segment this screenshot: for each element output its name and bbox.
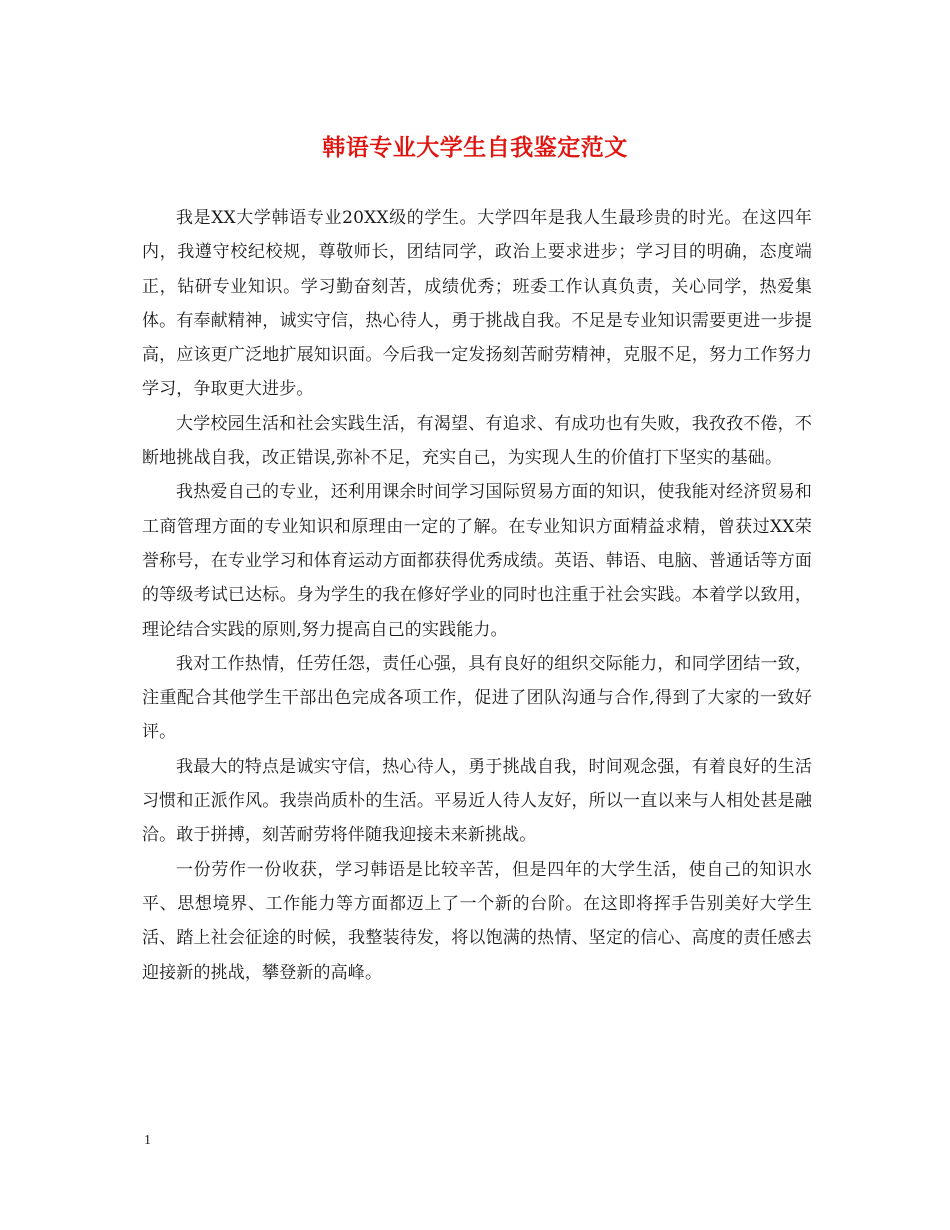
document-body (142, 201, 812, 990)
paragraph-6: 一份劳作一份收获，学习韩语是比较辛苦，但是四年的大学生活，使自己的知识水平、思想境界、工作能力等方面都迈上了一个新的台阶。在这即将挥手告别美好大学生活、踏上社会征途的时候，我整装待发，将以饱满的热情、坚定的信心、高度的责任感去迎接新的挑战，攀登新的高峰。 (142, 859, 812, 983)
paragraph-1: 我是XX大学韩语专业20XX级的学生。大学四年是我人生最珍贵的时光。在这四年内，我遵守校纪校规，尊敬师长，团结同学，政治上要求进步；学习目的明确，态度端正，钻研专业知识。学习勤奋刻苦，成绩优秀；班委工作认真负责，关心同学，热爱集体。有奉献精神，诚实守信，热心待人，勇于挑战自我。不足是专业知识需要更进一步提高，应该更广泛地扩展知识面。今后我一定发扬刻苦耐劳精神，克服不足，努力工作努力学习，争取更大进步。 (142, 208, 812, 400)
paragraph-2: 大学校园生活和社会实践生活，有渴望、有追求、有成功也有失败，我孜孜不倦，不断地挑战自我，改正错误,弥补不足，充实自己，为实现人生的价值打下坚实的基础。 (142, 413, 812, 469)
paragraph-4: 我对工作热情，任劳任怨，责任心强，具有良好的组织交际能力，和同学团结一致，注重配合其他学生干部出色完成各项工作，促进了团队沟通与合作,得到了大家的一致好评。 (142, 653, 812, 743)
paragraph-5: 我最大的特点是诚实守信，热心待人，勇于挑战自我，时间观念强，有着良好的生活习惯和正派作风。我崇尚质朴的生活。平易近人待人友好，所以一直以来与人相处甚是融洽。敢于拼搏，刻苦耐劳将伴随我迎接未来新挑战。 (142, 756, 812, 846)
document-title: 韩语专业大学生自我鉴定范文 (322, 134, 628, 161)
page-number: 1 (144, 1133, 151, 1148)
paragraph-3: 我热爱自己的专业，还利用课余时间学习国际贸易方面的知识，使我能对经济贸易和工商管理方面的专业知识和原理由一定的了解。在专业知识方面精益求精，曾获过XX荣誉称号，在专业学习和体育运动方面都获得优秀成绩。英语、韩语、电脑、普通话等方面的等级考试已达标。身为学生的我在修好学业的同时也注重于社会实践。本着学以致用，理论结合实践的原则,努力提高自己的实践能力。 (142, 482, 812, 640)
